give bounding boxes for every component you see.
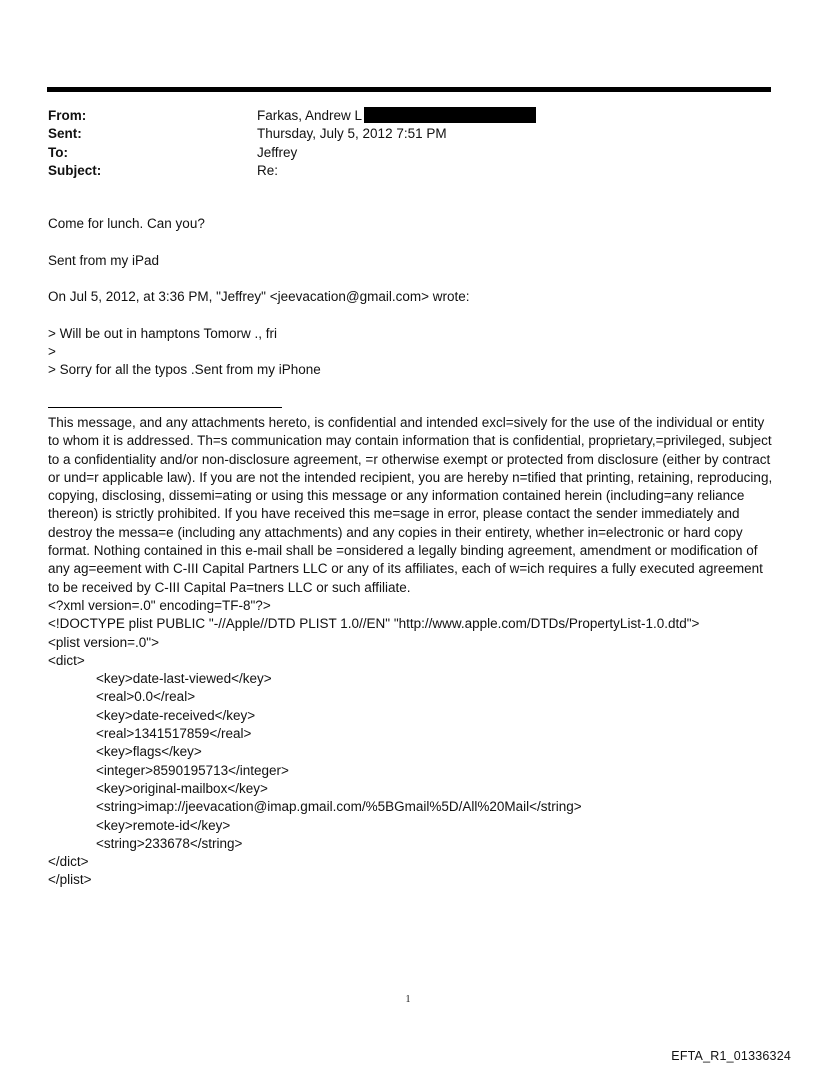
sent-row — [48, 125, 748, 143]
to-label: To: — [48, 144, 68, 160]
header-top-rule — [47, 87, 771, 92]
xml-line: <key>date-received</key> — [96, 707, 256, 723]
subject-row — [48, 162, 748, 180]
subject-label: Subject: — [48, 162, 102, 178]
from-label: From: — [48, 108, 87, 123]
xml-line: <dict> — [48, 652, 85, 668]
sent-value: Thursday, July 5, 2012 7:51 PM — [257, 126, 447, 142]
email-header — [48, 107, 748, 180]
sent-label: Sent: — [48, 126, 82, 142]
to-row — [48, 144, 748, 162]
xml-line: <key>remote-id</key> — [96, 817, 231, 833]
body-line-sent-from: Sent from my iPad — [48, 252, 160, 268]
signature-separator — [48, 407, 282, 408]
xml-line: </dict> — [48, 854, 89, 870]
redaction-box — [364, 107, 536, 123]
xml-line: <real>0.0</real> — [96, 689, 196, 705]
xml-line: <key>date-last-viewed</key> — [96, 671, 272, 687]
page-number: 1 — [405, 994, 411, 1005]
xml-line: <key>flags</key> — [96, 744, 202, 760]
xml-line: <?xml version=.0" encoding=TF-8"?> — [48, 597, 271, 613]
confidentiality-disclaimer: This message, and any attachments hereto, is confidential and intended excl=sively for the use of the individual or entity to whom it is addressed. Th=s communication may contain information that is confidential, proprietary,=privileged, subject to a confidentiality and/or non-disclosure agreement, =r otherwise exempt or protected from disclosure (either by contract or und=r applicable law). If you are not the intended recipient, you are hereby n=tified that printing, retaining, reproducing, copying, disclosing, dissemi=ating or using this message or any information contained herein (including=any reliance thereon) is strictly prohibited. If you have received this me=sage in error, please contact the sender immediately and destroy the messa=e (including any attachments) and any copies in their entirety, whether in=electronic or hard copy format. Nothing contained in this e-mail shall be =onsidered a legally binding agreement, amendment or modification of any ag=eement with C-III Capital Partners LLC or any of its affiliates, each of w=ich requires a fully executed agreement to be received by C-III Capital Pa=tners LLC or such affiliate. — [48, 414, 773, 595]
xml-line: <real>1341517859</real> — [96, 726, 252, 742]
from-row — [48, 107, 748, 125]
xml-line: <plist version=.0"> — [48, 634, 159, 650]
xml-line: </plist> — [48, 872, 92, 888]
body-line-wrote: On Jul 5, 2012, at 3:36 PM, "Jeffrey" <jeevacation@gmail.com> wrote: — [48, 289, 470, 305]
xml-line: <string>233678</string> — [96, 835, 243, 851]
xml-line: <string>imap://jeevacation@imap.gmail.com/%5BGmail%5D/All%20Mail</string> — [96, 799, 582, 815]
bates-number: EFTA_R1_01336324 — [671, 1049, 791, 1063]
email-body — [48, 215, 773, 890]
quote-line-1: > Will be out in hamptons Tomorw ., fri — [48, 325, 277, 341]
from-value — [257, 107, 536, 125]
xml-line: <!DOCTYPE plist PUBLIC "-//Apple//DTD PLIST 1.0//EN" "http://www.apple.com/DTDs/PropertyList-1.0.dtd"> — [48, 616, 700, 632]
quote-line-2: > — [48, 344, 56, 360]
from-name: Farkas, Andrew L — [257, 108, 363, 123]
to-value: Jeffrey — [257, 144, 298, 160]
body-line-lunch: Come for lunch. Can you? — [48, 216, 205, 231]
quote-line-3: > Sorry for all the typos .Sent from my iPhone — [48, 362, 321, 378]
subject-value: Re: — [257, 162, 279, 178]
xml-line: <key>original-mailbox</key> — [96, 780, 268, 796]
xml-line: <integer>8590195713</integer> — [96, 762, 289, 778]
